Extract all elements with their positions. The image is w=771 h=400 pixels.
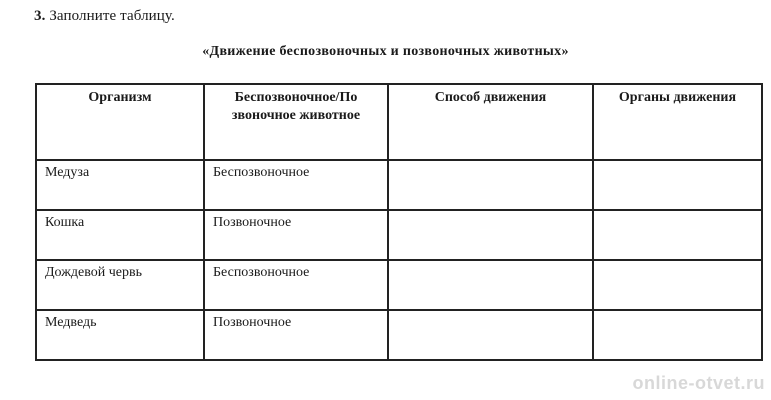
task-heading: [34, 8, 175, 25]
table-header-row: [36, 84, 762, 160]
cell-movement-organs[interactable]: [593, 210, 762, 260]
header-invertebrate-vertebrate: Беспозвоночное/По звоночное животное: [204, 84, 388, 160]
table-title: «Движение беспозвоночных и позвоночных животных»: [202, 44, 569, 59]
cell-type: Беспозвоночное: [204, 260, 388, 310]
cell-movement-organs[interactable]: [593, 310, 762, 360]
task-number: 3.: [34, 8, 46, 24]
cell-movement-method[interactable]: [388, 210, 593, 260]
table-row: [36, 260, 762, 310]
task-instruction: Заполните таблицу.: [49, 8, 175, 24]
table-row: [36, 210, 762, 260]
cell-type: Позвоночное: [204, 310, 388, 360]
header-organism: Организм: [36, 84, 204, 160]
cell-organism: Дождевой червь: [36, 260, 204, 310]
cell-movement-method[interactable]: [388, 160, 593, 210]
table-row: [36, 160, 762, 210]
fill-in-table: [35, 83, 763, 361]
cell-organism: Медведь: [36, 310, 204, 360]
watermark: online-otvet.ru: [632, 373, 765, 393]
header-movement-method: Способ движения: [388, 84, 593, 160]
cell-movement-organs[interactable]: [593, 260, 762, 310]
cell-type: Беспозвоночное: [204, 160, 388, 210]
table-row: [36, 310, 762, 360]
header-movement-organs: Органы движения: [593, 84, 762, 160]
cell-organism: Кошка: [36, 210, 204, 260]
cell-movement-method[interactable]: [388, 310, 593, 360]
cell-movement-organs[interactable]: [593, 160, 762, 210]
cell-organism: Медуза: [36, 160, 204, 210]
cell-type: Позвоночное: [204, 210, 388, 260]
cell-movement-method[interactable]: [388, 260, 593, 310]
